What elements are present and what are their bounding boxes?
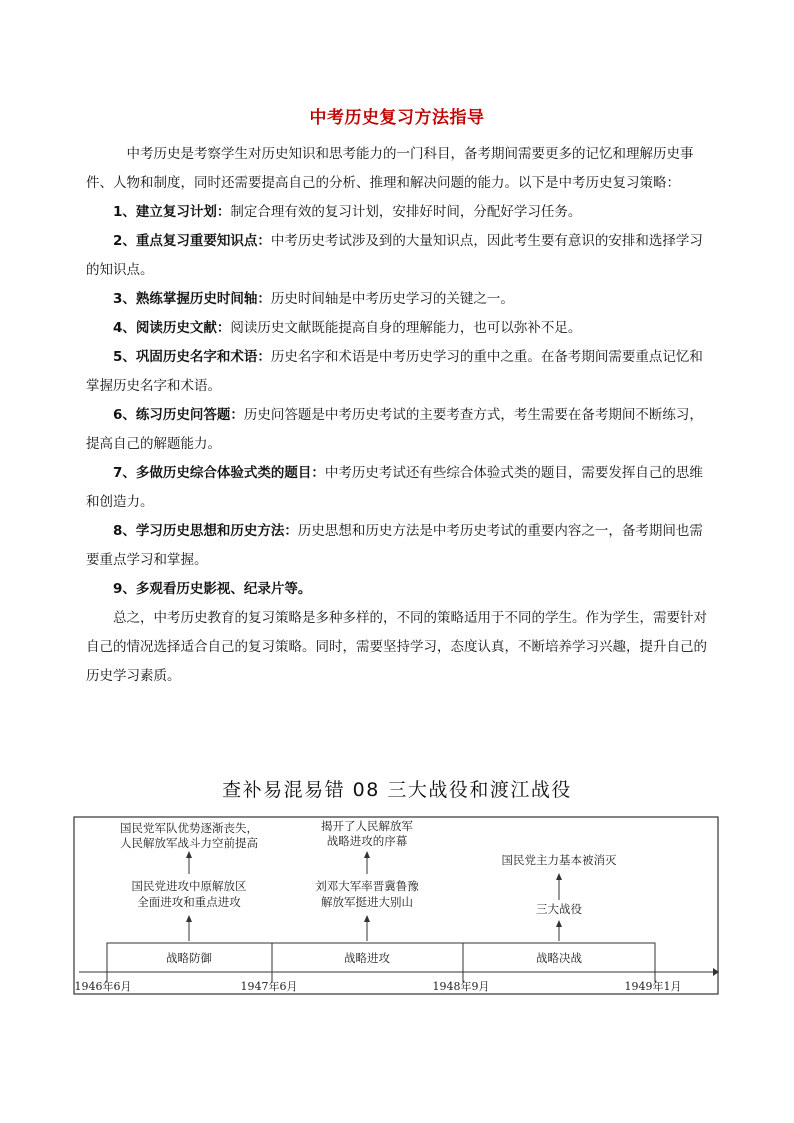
col1-bottom-line1: 国民党进攻中原解放区 <box>131 879 247 893</box>
date-label: 1948年9月 <box>432 980 490 993</box>
item-heading: 学习历史思想和历史方法： <box>135 523 298 539</box>
section-title: 查补易混易错 08 三大战役和渡江战役 <box>222 779 572 801</box>
item-number: 4、 <box>113 320 136 336</box>
item-body: 中考历史考试还有些综合体验式类的题目，需要发挥自己的思维和创造力。 <box>86 465 703 510</box>
item-body: 历史名字和术语是中考历史学习的重中之重。在备考期间需要重点记忆和掌握历史名字和术语。 <box>86 349 703 394</box>
timeline-svg <box>73 816 719 996</box>
stage-defense: 战略防御 <box>166 951 212 965</box>
up-arrow-icon <box>186 915 192 922</box>
item-number: 7、 <box>113 465 136 481</box>
col3-top-line1: 国民党主力基本被消灭 <box>501 853 617 867</box>
col1-bottom-line2: 全面进攻和重点进攻 <box>137 895 241 909</box>
date-label: 1947年6月 <box>240 980 298 993</box>
item-number: 1、 <box>113 204 136 220</box>
item-number: 3、 <box>113 291 136 307</box>
item-number: 9、 <box>113 581 136 597</box>
intro-paragraph: 中考历史是考察学生对历史知识和思考能力的一门科目，备考期间需要更多的记忆和理解历史事件、人物和制度，同时还需要提高自己的分析、推理和解决问题的能力。以下是中考历史复习策略： <box>86 146 694 191</box>
stage-offense: 战略进攻 <box>344 951 390 965</box>
item-heading: 巩固历史名字和术语： <box>135 349 271 365</box>
item-heading: 熟练掌握历史时间轴： <box>135 291 271 307</box>
col1-top-line1: 国民党军队优势逐渐丧失， <box>120 821 258 835</box>
item-body: 历史问答题是中考历史考试的主要考查方式，考生需要在备考期间不断练习，提高自己的解题能力。 <box>86 407 703 452</box>
col1-top-line2: 人民解放军战斗力空前提高 <box>120 836 258 850</box>
item-heading: 重点复习重要知识点： <box>135 233 271 249</box>
item-heading: 阅读历史文献： <box>135 320 231 336</box>
strategy-item <box>86 517 714 575</box>
col2-top-line2: 战略进攻的序幕 <box>326 834 408 848</box>
conclusion-paragraph: 总之，中考历史教育的复习策略是多种多样的，不同的策略适用于不同的学生。作为学生，需要针对自己的情况选择适合自己的复习策略。同时，需要坚持学习，态度认真，不断培养学习兴趣，提升自己的历史学习素质。 <box>86 610 707 684</box>
item-heading: 练习历史问答题： <box>135 407 244 423</box>
strategy-item <box>86 343 714 401</box>
date-label: 1949年1月 <box>624 980 682 993</box>
up-arrow-icon <box>186 851 192 858</box>
up-arrow-icon <box>556 873 562 880</box>
item-number: 8、 <box>113 523 136 539</box>
document-title: 中考历史复习方法指导 <box>309 108 485 128</box>
item-heading: 多观看历史影视、纪录片等。 <box>135 581 312 597</box>
strategy-item <box>86 227 714 285</box>
col2-top-line1: 揭开了人民解放军 <box>321 819 413 833</box>
up-arrow-icon <box>364 915 370 922</box>
strategy-item <box>86 314 714 343</box>
stage-decisive: 战略决战 <box>536 951 582 965</box>
strategy-item <box>86 401 714 459</box>
strategy-item <box>86 285 714 314</box>
col3-bottom-line1: 三大战役 <box>536 902 582 916</box>
item-number: 6、 <box>113 407 136 423</box>
strategy-list <box>86 198 714 604</box>
up-arrow-icon <box>556 920 562 927</box>
item-body: 历史思想和历史方法是中考历史考试的重要内容之一，备考期间也需要重点学习和掌握。 <box>86 523 703 568</box>
item-number: 5、 <box>113 349 136 365</box>
date-label: 1946年6月 <box>74 980 132 993</box>
strategy-item <box>86 198 714 227</box>
item-heading: 建立复习计划： <box>135 204 231 220</box>
item-number: 2、 <box>113 233 136 249</box>
strategy-item <box>86 575 714 604</box>
col2-bottom-line1: 刘邓大军率晋冀鲁豫 <box>315 879 419 893</box>
timeline-figure <box>73 816 719 996</box>
item-body: 中考历史考试涉及到的大量知识点，因此考生要有意识的安排和选择学习的知识点。 <box>86 233 703 278</box>
item-body: 历史时间轴是中考历史学习的关键之一。 <box>270 291 514 307</box>
strategy-item <box>86 459 714 517</box>
col2-bottom-line2: 解放军挺进大别山 <box>321 895 413 909</box>
up-arrow-icon <box>364 851 370 858</box>
item-body: 制定合理有效的复习计划，安排好时间，分配好学习任务。 <box>230 204 582 220</box>
guide-body <box>86 140 714 691</box>
item-body: 阅读历史文献既能提高自身的理解能力，也可以弥补不足。 <box>230 320 582 336</box>
item-heading: 多做历史综合体验式类的题目： <box>135 465 325 481</box>
